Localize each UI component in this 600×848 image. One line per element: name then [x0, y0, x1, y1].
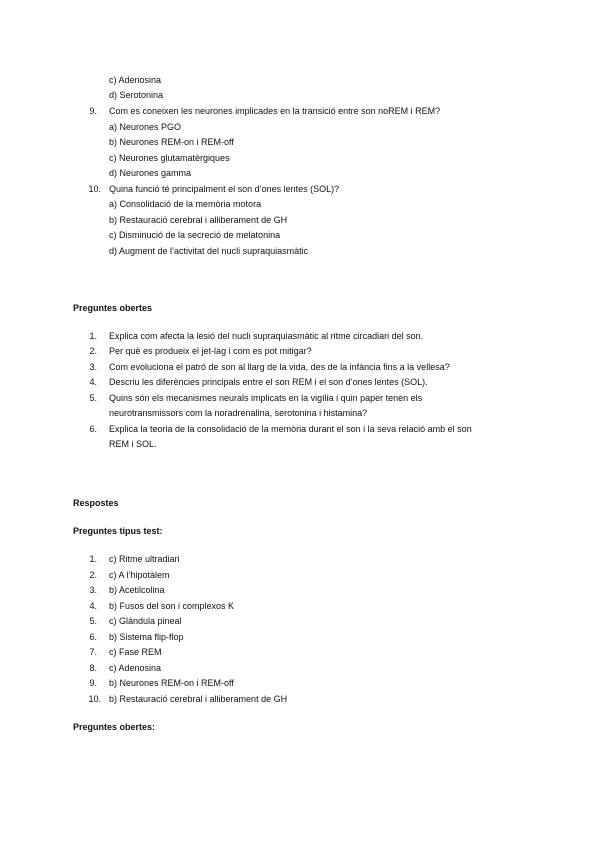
answer-number: 3. — [89, 585, 97, 595]
question-number: 5. — [89, 393, 97, 403]
answer-number: 10. — [88, 694, 101, 704]
answer-number: 1. — [89, 554, 97, 564]
option-line: d) Serotonina — [109, 90, 164, 100]
question-text: Explica la teoria de la consolidació de la memòria durant el son i la seva relació amb el son — [109, 424, 472, 434]
answer-text: c) Fase REM — [109, 647, 162, 657]
subsection-heading: Preguntes obertes: — [73, 722, 156, 732]
option-line: b) Neurones REM-on i REM-off — [109, 137, 234, 147]
answer-number: 9. — [89, 678, 97, 688]
answer-number: 7. — [89, 647, 97, 657]
question-text: REM i SOL. — [109, 439, 157, 449]
answer-number: 8. — [89, 663, 97, 673]
question-number: 10. — [88, 184, 101, 194]
answer-text: b) Restauració cerebral i alliberament de GH — [109, 694, 288, 704]
answer-text: c) Adenosina — [109, 663, 162, 673]
question-number: 4. — [89, 377, 97, 387]
answer-text: c) Ritme ultradiari — [109, 554, 180, 564]
question-number: 9. — [89, 106, 97, 116]
answer-text: b) Acetilcolina — [109, 585, 165, 595]
section-heading: Preguntes obertes — [73, 303, 153, 313]
question-text: Com evoluciona el patró de son al llarg de la vida, des de la infància fins a la vellesa? — [109, 362, 450, 372]
answer-text: b) Sistema flip-flop — [109, 632, 184, 642]
answer-number: 4. — [89, 601, 97, 611]
answer-number: 5. — [89, 616, 97, 626]
question-number: 3. — [89, 362, 97, 372]
answer-text: c) A l’hipotàlem — [109, 570, 170, 580]
option-line: c) Neurones glutamatèrgiques — [109, 153, 230, 163]
question-text: Com es coneixen les neurones implicades en la transició entre son noREM i REM? — [109, 106, 441, 116]
section-heading: Respostes — [73, 498, 119, 508]
question-number: 6. — [89, 424, 97, 434]
answer-number: 2. — [89, 570, 97, 580]
option-line: a) Neurones PGO — [109, 122, 182, 132]
option-line: c) Adenosina — [109, 75, 162, 85]
option-line: c) Disminució de la secreció de melatonina — [109, 230, 281, 240]
question-text: neurotransmissors com la noradrenalina, serotonina i histamina? — [109, 408, 368, 418]
answer-number: 6. — [89, 632, 97, 642]
answer-text: b) Fusos del son i complexos K — [109, 601, 235, 611]
option-line: a) Consolidació de la memòria motora — [109, 199, 262, 209]
subsection-heading: Preguntes tipus test: — [73, 526, 163, 536]
option-line: b) Restauració cerebral i alliberament de GH — [109, 215, 288, 225]
option-line: d) Augment de l’activitat del nucli supraquiasmàtic — [109, 246, 309, 256]
question-text: Quins són els mecanismes neurals implicats en la vigília i quin paper tenen els — [109, 393, 423, 403]
answer-text: c) Glàndula pineal — [109, 616, 182, 626]
option-line: d) Neurones gamma — [109, 168, 192, 178]
question-text: Quina funció té principalment el son d’ones lentes (SOL)? — [109, 184, 340, 194]
answer-text: b) Neurones REM-on i REM-off — [109, 678, 234, 688]
question-text: Descriu les diferències principals entre el son REM i el son d’ones lentes (SOL). — [109, 377, 428, 387]
question-number: 2. — [89, 346, 97, 356]
question-number: 1. — [89, 331, 97, 341]
question-text: Per què es produeix el jet-lag i com es pot mitigar? — [109, 346, 312, 356]
question-text: Explica com afecta la lesió del nucli supraquiasmàtic al ritme circadiari del son. — [109, 331, 424, 341]
